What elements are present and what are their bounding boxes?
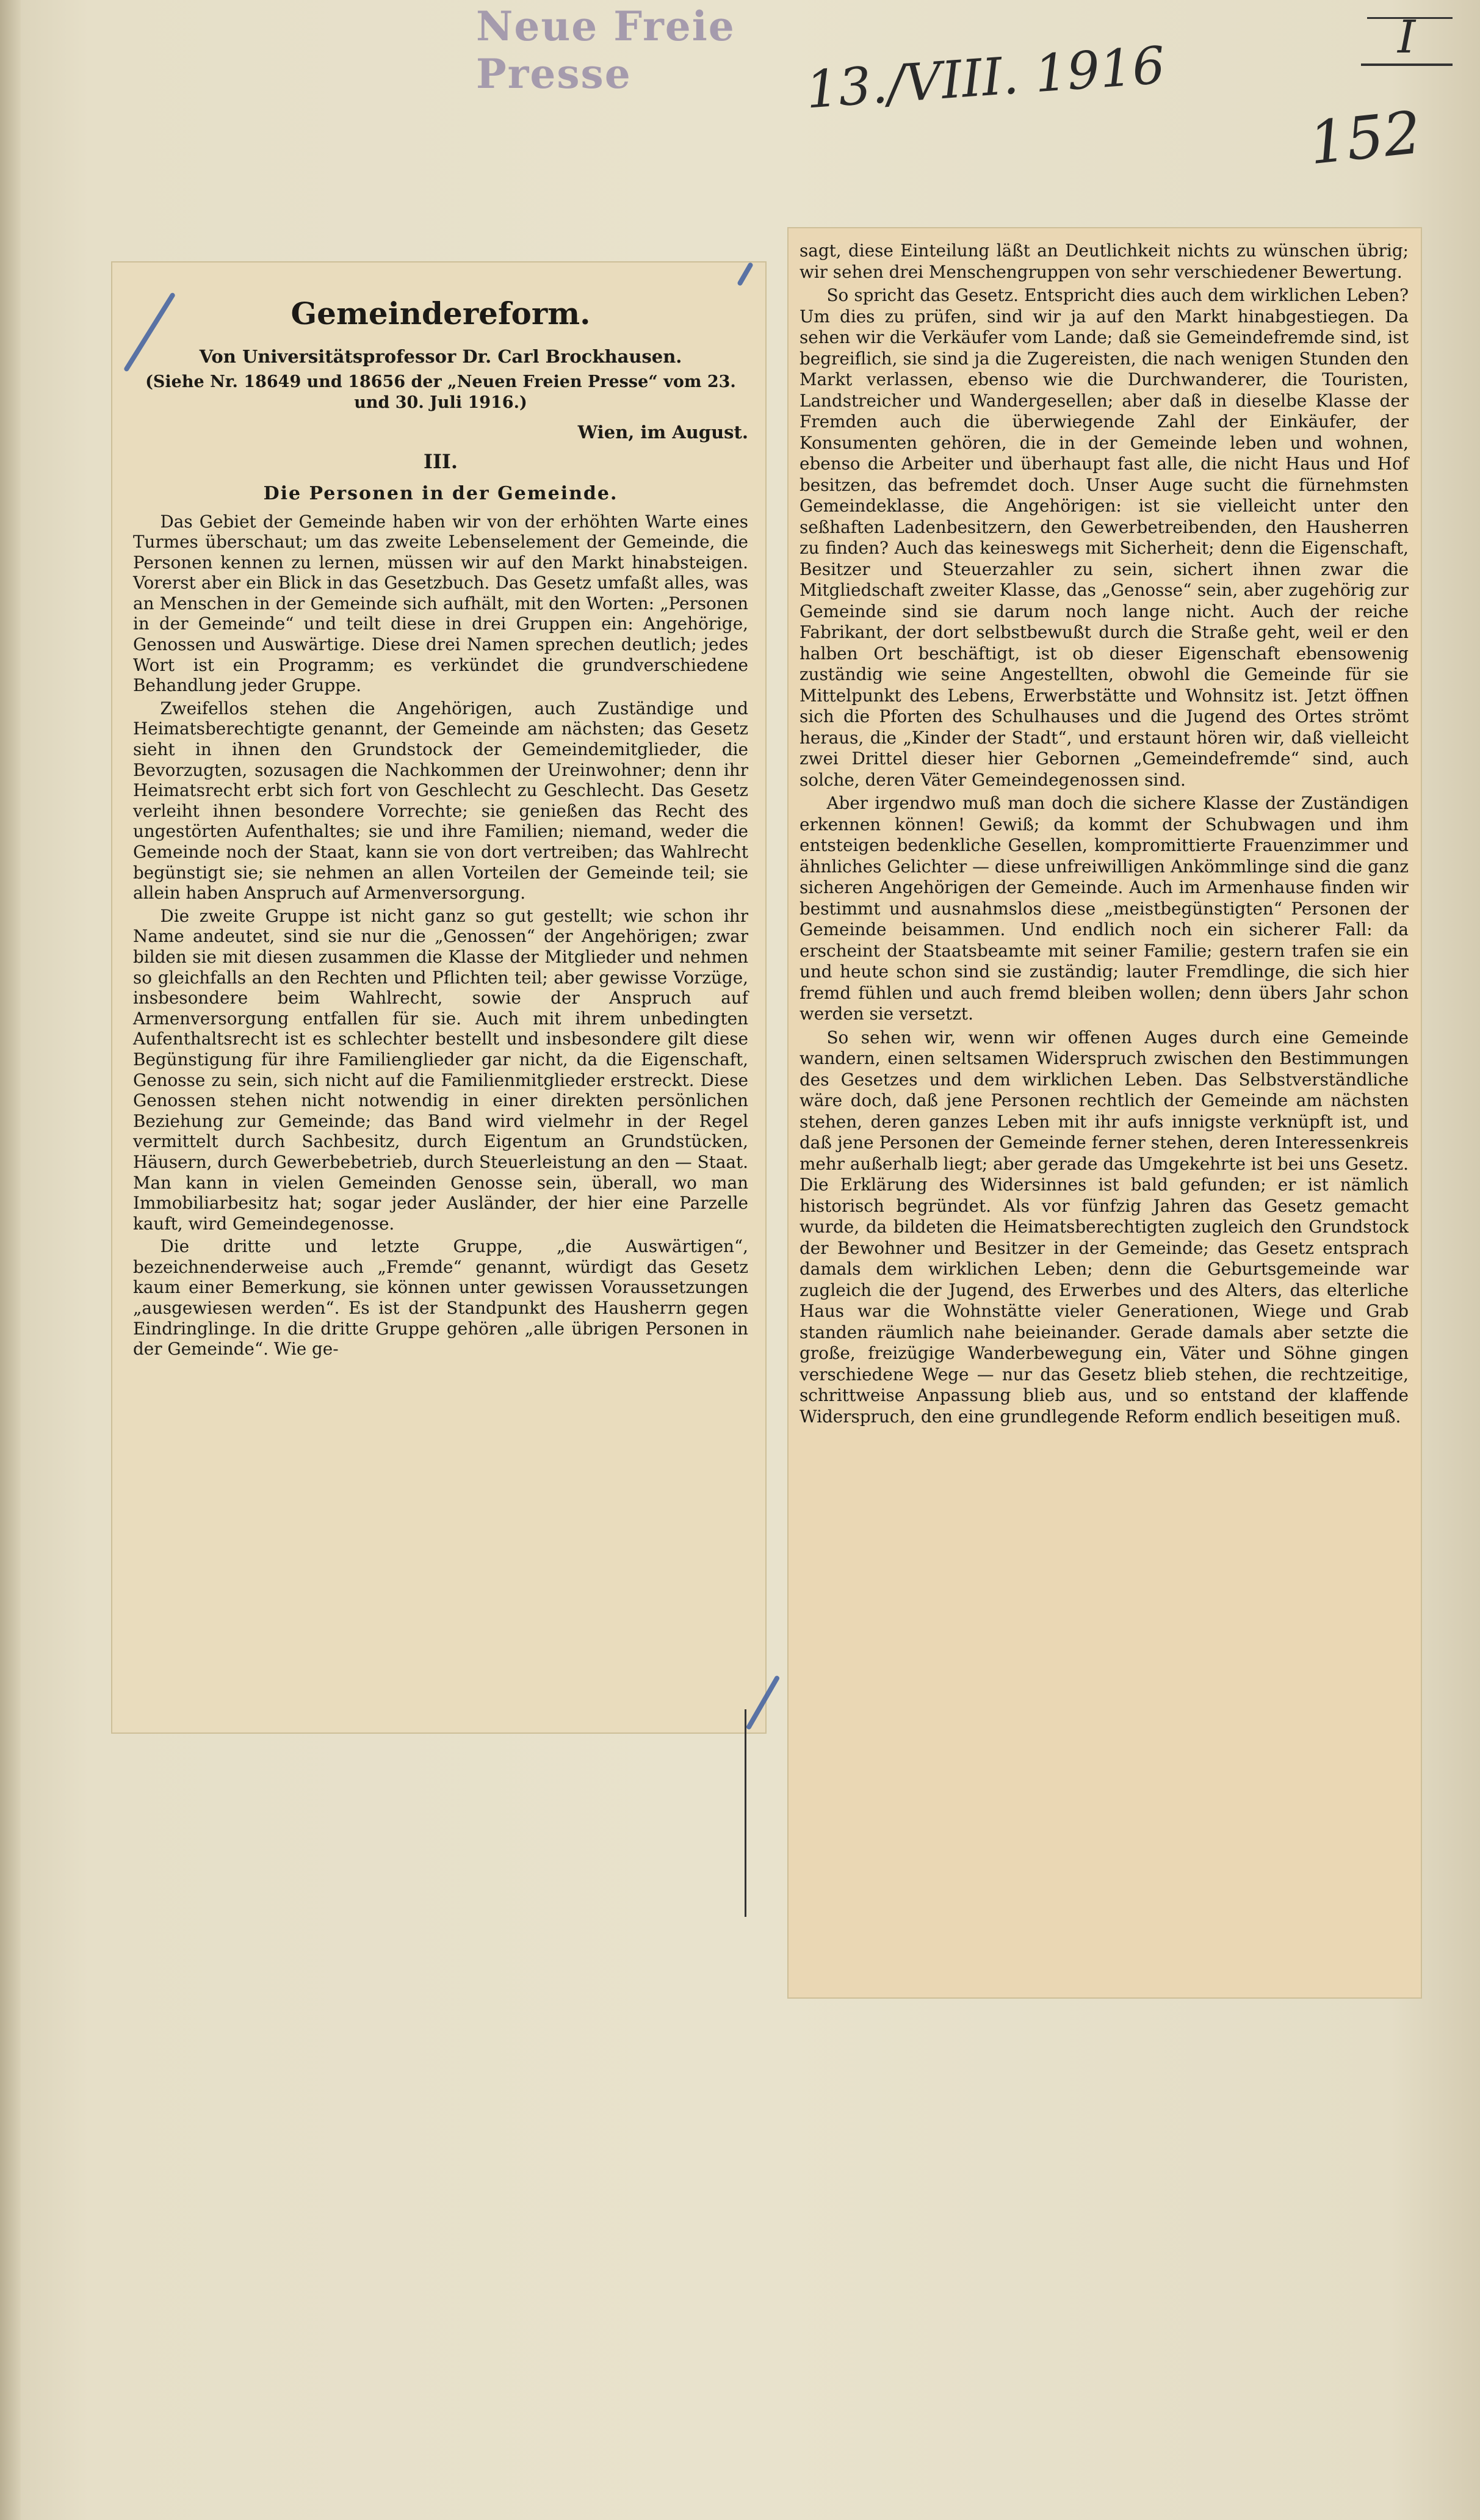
paragraph: Zweifellos stehen die Angehörigen, auch Zuständige und Heimatsberechtigte genannt, der Gemeinde am nächsten; das Gesetz sieht in ihnen den Grundstock der Gemeindemitglieder, die Bevorzugten, sozusagen die Nachkommen der Ureinwohner; denn ihr Heimatsrecht erbt sich fort von Geschlecht zu Geschlecht. Das Gesetz verleiht ihnen besondere Vorrechte; sie genießen das Recht des ungestörten Aufenthaltes; sie und ihre Familien; niemand, weder die Gemeinde noch der Staat, kann sie von dort vertreiben; das Wahlrecht begünstigt sie; sie nehmen an allen Vorteilen der Gemeinde teil; sie allein haben Anspruch auf Armenversorgung. (133, 698, 748, 903)
sheet-edge (0, 0, 21, 2520)
clipping-left-column (111, 261, 767, 1734)
article-dateline: Wien, im August. (577, 421, 748, 443)
article-byline: Von Universitätsprofessor Dr. Carl Brockhausen. (199, 346, 682, 367)
newspaper-stamp: Neue Freie Presse (476, 2, 735, 98)
handwritten-number: 152 (1305, 98, 1424, 178)
paragraph: Die dritte und letzte Gruppe, „die Auswärtigen“, bezeichnenderweise auch „Fremde“ genannt, würdigt das Gesetz kaum einer Bemerkung, sie können unter gewissen Voraussetzungen „ausgewiesen werden“. Es ist der Standpunkt des Hausherrn gegen Eindringlinge. In die dritte Gruppe gehören „alle übrigen Personen in der Gemeinde“. Wie ge- (133, 1236, 748, 1360)
pencil-line (745, 1709, 746, 1917)
article-headline: Gemeindereform. (291, 295, 591, 331)
article-reference: (Siehe Nr. 18649 und 18656 der „Neuen Freien Presse“ vom 23. und 30. Juli 1916.) (145, 372, 736, 412)
article-part-number: III. (423, 449, 458, 473)
paragraph: So spricht das Gesetz. Entspricht dies auch dem wirklichen Leben? Um dies zu prüfen, sind wir ja auf den Markt hinabgestiegen. Da sehen wir die Verkäufer vom Lande; daß sie Gemeindefremde sind, ist begreiflich, sie sind ja die Zugereisten, die nach wenigen Stunden den Markt verlassen, ebenso wie die Durchwanderer, die Touristen, Landstreicher und Wandergesellen; aber daß in dieselbe Klasse der Fremden auch die überwiegende Zahl der Einkäufer, der Konsumenten gehören, die in der Gemeinde leben und wohnen, ebenso die Arbeiter und überhaupt fast alle, die nicht Haus und Hof besitzen, das befremdet doch. Unser Auge sucht die fürnehmsten Gemeindeklasse, die Angehörigen: ist sie vielleicht unter den seßhaften Ladenbesitzern, den Gewerbetreibenden, den Hausherren zu finden? Auch das keineswegs mit Sicherheit; denn die Eigenschaft, Besitzer und Steuerzahler zu sein, sichert ihnen zwar die Mitgliedschaft zweiter Klasse, das „Genosse“ sein, aber zugehörig zur Gemeinde sind sie darum noch lange nicht. Auch der reiche Fabrikant, der dort selbstbewußt durch die Straße geht, weil er den halben Ort beschäftigt, ist ob dieser Eigenschaft ebensowenig zuständig wie seine Angestellten, obwohl die Gemeinde für sie Mittelpunkt des Lebens, Erwerbstätte und Wohnsitz ist. Jetzt öffnen sich die Pforten des Schulhauses und die Jugend des Ortes strömt heraus, die „Kinder der Stadt“, und erstaunt hören wir, daß vielleicht zwei Drittel dieser hier Gebornen „Gemeindefremde“ sind, auch solche, deren Väter Gemeindegenossen sind. (800, 285, 1409, 790)
paragraph: sagt, diese Einteilung läßt an Deutlichkeit nichts zu wünschen übrig; wir sehen drei Menschengruppen von sehr verschiedener Bewertung. (800, 241, 1409, 282)
roman-underline (1361, 63, 1453, 66)
paragraph: Die zweite Gruppe ist nicht ganz so gut gestellt; wie schon ihr Name andeutet, sind sie nur die „Genossen“ der Angehörigen; zwar bilden sie mit diesen zusammen die Klasse der Mitglieder und nehmen so gleichfalls an den Rechten und Pflichten teil; aber gewisse Vorzüge, insbesondere beim Wahlrecht, sowie der Anspruch auf Armenversorgung entfallen für sie. Auch mit ihrem unbedingten Aufenthaltsrecht ist es schlechter bestellt und insbesondere gilt diese Begünstigung für ihre Familienglieder gar nicht, da die Eigenschaft, Genosse zu sein, sich nicht auf die Familienmitglieder erstreckt. Diese Genossen stehen nicht notwendig in einer direkten persönlichen Beziehung zur Gemeinde; das Band wird vielmehr in der Regel vermittelt durch Sachbesitz, durch Eigentum an Grundstücken, Häusern, durch Gewerbebetrieb, durch Steuerleistung an den — Staat. Man kann in vielen Gemeinden Genosse sein, überall, wo man Immobiliarbesitz hat; sogar jeder Ausländer, der hier eine Parzelle kauft, wird Gemeindegenosse. (133, 905, 748, 1234)
handwritten-date: 13./VIII. 1916 (804, 35, 1167, 120)
paragraph: So sehen wir, wenn wir offenen Auges durch eine Gemeinde wandern, einen seltsamen Widerspruch zwischen den Bestimmungen des Gesetzes und dem wirklichen Leben. Das Selbstverständliche wäre doch, daß jene Personen rechtlich der Gemeinde am nächsten stehen, deren ganzes Leben mit ihr aufs innigste verknüpft ist, und daß jene Personen der Gemeinde ferner stehen, deren Interessenkreis mehr außerhalb liegt; aber gerade das Umgekehrte ist bei uns Gesetz. Die Erklärung des Widersinnes ist bald gefunden; er ist nämlich historisch begründet. Als vor fünfzig Jahren das Gesetz gemacht wurde, da bildeten die Heimatsberechtigten zugleich den Grundstock der Bewohner und Besitzer in der Gemeinde; das Gesetz entsprach damals dem wirklichen Leben; denn die Geburtsgemeinde war zugleich die der Jugend, des Erwerbes und des Alters, das elterliche Haus war die Wohnstätte vieler Generationen, Wiege und Grab standen räumlich nahe beieinander. Gerade damals aber setzte die große, freizügige Wanderbewegung ein, Väter und Söhne gingen verschiedene Wege — nur das Gesetz blieb stehen, die rechtzeitige, schrittweise Anpassung blieb aus, und so entstand der klaffende Widerspruch, den eine grundlegende Reform endlich beseitigen muß. (800, 1027, 1409, 1427)
paragraph: Aber irgendwo muß man doch die sichere Klasse der Zuständigen erkennen können! Gewiß; da kommt der Schubwagen und ihm entsteigen bedenkliche Gesellen, kompromittierte Frauenzimmer und ähnliches Gelichter — diese unfreiwilligen Ankömmlinge sind die ganz sicheren Angehörigen der Gemeinde. Auch im Armenhause finden wir bestimmt und ausnahmslos diese „meistbegünstigten“ Personen der Gemeinde beisammen. Und endlich noch ein sicherer Fall: da erscheint der Staatsbeamte mit seiner Familie; gestern trafen sie ein und heute schon sind sie zuständig; lauter Fremdlinge, die sich hier fremd fühlen und auch fremd bleiben wollen; denn übers Jahr schon werden sie versetzt. (800, 793, 1409, 1024)
handwritten-roman-numeral: I (1398, 11, 1416, 63)
article-subheading: Die Personen in der Gemeinde. (263, 482, 618, 504)
clipping-right-column (787, 227, 1422, 1999)
paragraph: Das Gebiet der Gemeinde haben wir von der erhöhten Warte eines Turmes überschaut; um das zweite Lebenselement der Gemeinde, die Personen kennen zu lernen, müssen wir auf den Markt hinabsteigen. Vorerst aber ein Blick in das Gesetzbuch. Das Gesetz umfaßt alles, was an Menschen in der Gemeinde sich aufhält, mit den Worten: „Personen in der Gemeinde“ und teilt diese in drei Gruppen ein: Angehörige, Genossen und Auswärtige. Diese drei Namen sprechen deutlich; jedes Wort ist ein Programm; es verkündet die grundverschiedene Behandlung jeder Gruppe. (133, 511, 748, 696)
